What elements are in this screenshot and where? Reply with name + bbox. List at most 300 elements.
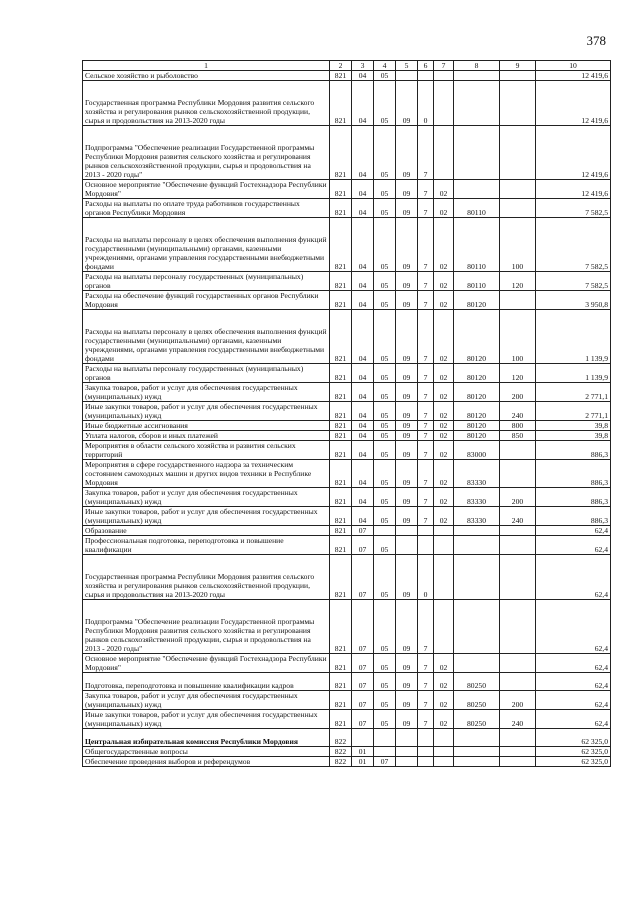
row-subprogram: 7: [418, 507, 434, 526]
row-subprogram: 7: [418, 431, 434, 441]
row-ministry-code: 821: [330, 126, 352, 180]
table-row: [83, 488, 611, 507]
row-amount: 62,4: [536, 673, 611, 691]
row-ministry-code: 821: [330, 488, 352, 507]
row-subsection: 05: [374, 126, 396, 180]
row-program: 09: [396, 507, 418, 526]
row-name: Иные закупки товаров, работ и услуг для обеспечения государственных (муниципальных) нужд: [83, 507, 330, 526]
row-section: 07: [352, 600, 374, 654]
row-main-activity: 02: [434, 310, 454, 364]
row-direction: [454, 126, 500, 180]
row-subprogram: 7: [418, 710, 434, 729]
row-amount: 3 950,8: [536, 291, 611, 310]
row-ministry-code: 821: [330, 431, 352, 441]
row-name: Сельское хозяйство и рыболовство: [83, 71, 330, 81]
row-program: 09: [396, 431, 418, 441]
row-main-activity: [434, 600, 454, 654]
row-section: 07: [352, 536, 374, 555]
row-main-activity: 02: [434, 364, 454, 383]
row-amount: 7 582,5: [536, 199, 611, 218]
row-ministry-code: 821: [330, 180, 352, 199]
row-direction: [454, 600, 500, 654]
row-main-activity: 02: [434, 691, 454, 710]
row-amount: 62,4: [536, 555, 611, 600]
row-name: Закупка товаров, работ и услуг для обеспечения государственных (муниципальных) нужд: [83, 488, 330, 507]
row-subprogram: 7: [418, 691, 434, 710]
row-program: 09: [396, 402, 418, 421]
row-program: 09: [396, 654, 418, 673]
row-subsection: 05: [374, 71, 396, 81]
row-main-activity: 02: [434, 654, 454, 673]
row-direction: [454, 729, 500, 747]
row-amount: 12 419,6: [536, 71, 611, 81]
col-header: 10: [536, 61, 611, 71]
row-section: 07: [352, 710, 374, 729]
row-main-activity: [434, 757, 454, 767]
table-row: [83, 199, 611, 218]
row-subprogram: 7: [418, 600, 434, 654]
row-section: 04: [352, 488, 374, 507]
row-subsection: 05: [374, 218, 396, 272]
row-main-activity: 02: [434, 488, 454, 507]
row-ministry-code: 821: [330, 691, 352, 710]
row-name: Государственная программа Республики Мордовия развития сельского хозяйства и регулирования рынков сельскохозяйственной продукции, сырья и продовольствия на 2013-2020 годы: [83, 555, 330, 600]
row-direction: 80250: [454, 673, 500, 691]
row-section: 04: [352, 421, 374, 431]
row-direction: 80250: [454, 691, 500, 710]
row-ministry-code: 821: [330, 673, 352, 691]
row-direction: [454, 654, 500, 673]
row-amount: 62 325,0: [536, 729, 611, 747]
row-main-activity: [434, 81, 454, 126]
row-expense-type: [500, 441, 536, 460]
row-name: Подпрограмма "Обеспечение реализации Государственной программы Республики Мордовия развития сельского хозяйства и регулирования рынков сельскохозяйственной продукции, сырья и продовольствия на 2013 - 2020 годы": [83, 600, 330, 654]
table-row: [83, 710, 611, 729]
row-subprogram: [418, 536, 434, 555]
row-amount: 12 419,6: [536, 126, 611, 180]
row-subprogram: 7: [418, 441, 434, 460]
col-header: 1: [83, 61, 330, 71]
row-amount: 39,8: [536, 431, 611, 441]
row-expense-type: 240: [500, 710, 536, 729]
row-section: 07: [352, 526, 374, 536]
row-ministry-code: 821: [330, 507, 352, 526]
row-expense-type: [500, 180, 536, 199]
row-direction: [454, 71, 500, 81]
row-name: Образование: [83, 526, 330, 536]
row-subsection: [374, 747, 396, 757]
row-direction: [454, 747, 500, 757]
row-program: 09: [396, 291, 418, 310]
row-name: Мероприятия в сфере государственного надзора за техническим состоянием самоходных машин и других видов техники в Республике Мордовия: [83, 460, 330, 488]
row-subsection: 07: [374, 757, 396, 767]
row-direction: [454, 180, 500, 199]
row-main-activity: 02: [434, 441, 454, 460]
table-row: [83, 460, 611, 488]
row-amount: 2 771,1: [536, 383, 611, 402]
row-name: Расходы на выплаты персоналу государственных (муниципальных) органов: [83, 364, 330, 383]
row-section: 07: [352, 654, 374, 673]
table-row: [83, 402, 611, 421]
row-program: [396, 757, 418, 767]
row-section: [352, 729, 374, 747]
row-subsection: 05: [374, 383, 396, 402]
row-program: 09: [396, 691, 418, 710]
row-section: 01: [352, 747, 374, 757]
row-name: Закупка товаров, работ и услуг для обеспечения государственных (муниципальных) нужд: [83, 691, 330, 710]
row-section: 04: [352, 199, 374, 218]
row-ministry-code: 822: [330, 757, 352, 767]
row-main-activity: [434, 71, 454, 81]
row-direction: [454, 757, 500, 767]
row-subprogram: 7: [418, 402, 434, 421]
row-main-activity: [434, 126, 454, 180]
row-name: Расходы на обеспечение функций государственных органов Республики Мордовия: [83, 291, 330, 310]
row-amount: 12 419,6: [536, 81, 611, 126]
table-row: [83, 673, 611, 691]
row-name: Иные закупки товаров, работ и услуг для обеспечения государственных (муниципальных) нужд: [83, 710, 330, 729]
row-amount: 62 325,0: [536, 757, 611, 767]
row-subsection: 05: [374, 536, 396, 555]
table-row: [83, 364, 611, 383]
row-section: 04: [352, 364, 374, 383]
row-main-activity: 02: [434, 507, 454, 526]
row-expense-type: [500, 81, 536, 126]
row-section: 04: [352, 402, 374, 421]
row-expense-type: 240: [500, 402, 536, 421]
row-main-activity: 02: [434, 272, 454, 291]
row-name: Общегосударственные вопросы: [83, 747, 330, 757]
row-program: 09: [396, 421, 418, 431]
row-amount: 62,4: [536, 536, 611, 555]
table-row: [83, 507, 611, 526]
row-direction: [454, 526, 500, 536]
row-subprogram: [418, 757, 434, 767]
row-amount: 39,8: [536, 421, 611, 431]
row-expense-type: 120: [500, 364, 536, 383]
row-program: 09: [396, 460, 418, 488]
table-row: [83, 526, 611, 536]
table-row: [83, 71, 611, 81]
row-main-activity: [434, 526, 454, 536]
row-ministry-code: 822: [330, 729, 352, 747]
row-expense-type: [500, 460, 536, 488]
row-direction: 80120: [454, 364, 500, 383]
row-section: 07: [352, 691, 374, 710]
row-amount: 12 419,6: [536, 180, 611, 199]
table-row: [83, 421, 611, 431]
row-name: Расходы на выплаты по оплате труда работников государственных органов Республики Мордовия: [83, 199, 330, 218]
row-subsection: 05: [374, 600, 396, 654]
row-amount: 62,4: [536, 691, 611, 710]
row-main-activity: 02: [434, 291, 454, 310]
table-row: [83, 441, 611, 460]
row-direction: [454, 536, 500, 555]
row-subsection: 05: [374, 291, 396, 310]
row-subprogram: 0: [418, 555, 434, 600]
row-direction: 80120: [454, 291, 500, 310]
row-section: 04: [352, 310, 374, 364]
row-subsection: 05: [374, 199, 396, 218]
col-header: 2: [330, 61, 352, 71]
row-main-activity: [434, 747, 454, 757]
row-ministry-code: 821: [330, 310, 352, 364]
row-direction: 83000: [454, 441, 500, 460]
row-main-activity: [434, 536, 454, 555]
row-subprogram: 7: [418, 460, 434, 488]
row-program: 09: [396, 272, 418, 291]
row-name: Подготовка, переподготовка и повышение квалификации кадров: [83, 673, 330, 691]
row-name: Государственная программа Республики Мордовия развития сельского хозяйства и регулирования рынков сельскохозяйственной продукции, сырья и продовольствия на 2013-2020 годы: [83, 81, 330, 126]
row-subprogram: 7: [418, 126, 434, 180]
row-amount: 886,3: [536, 460, 611, 488]
row-main-activity: 02: [434, 218, 454, 272]
row-expense-type: 100: [500, 218, 536, 272]
row-ministry-code: 821: [330, 81, 352, 126]
budget-table: [82, 60, 611, 767]
row-program: 09: [396, 81, 418, 126]
row-expense-type: 200: [500, 691, 536, 710]
table-row: [83, 291, 611, 310]
table-row: [83, 536, 611, 555]
table-row: [83, 729, 611, 747]
row-main-activity: 02: [434, 431, 454, 441]
row-direction: 83330: [454, 488, 500, 507]
row-name: Профессиональная подготовка, переподготовка и повышение квалификации: [83, 536, 330, 555]
row-program: 09: [396, 488, 418, 507]
table-row: [83, 180, 611, 199]
row-expense-type: [500, 673, 536, 691]
row-ministry-code: 821: [330, 536, 352, 555]
row-program: 09: [396, 555, 418, 600]
row-name: Расходы на выплаты персоналу в целях обеспечения выполнения функций государственными (муниципальными) органами, казенными учреждениями, органами управления государственными внебюджетными фондами: [83, 310, 330, 364]
row-subprogram: [418, 526, 434, 536]
row-direction: 80110: [454, 272, 500, 291]
row-main-activity: [434, 729, 454, 747]
row-subprogram: 7: [418, 199, 434, 218]
row-direction: 80120: [454, 402, 500, 421]
row-main-activity: 02: [434, 383, 454, 402]
row-section: 04: [352, 81, 374, 126]
row-program: [396, 526, 418, 536]
row-subsection: 05: [374, 710, 396, 729]
row-name: Центральная избирательная комиссия Республики Мордовия: [83, 729, 330, 747]
row-subsection: 05: [374, 488, 396, 507]
row-section: 07: [352, 673, 374, 691]
table-body: [83, 71, 611, 767]
row-section: 04: [352, 460, 374, 488]
row-program: 09: [396, 126, 418, 180]
row-direction: 80120: [454, 421, 500, 431]
row-expense-type: [500, 199, 536, 218]
row-expense-type: [500, 747, 536, 757]
row-section: 04: [352, 431, 374, 441]
table-row: [83, 272, 611, 291]
row-ministry-code: 821: [330, 526, 352, 536]
row-ministry-code: 821: [330, 383, 352, 402]
row-ministry-code: 821: [330, 555, 352, 600]
row-program: 09: [396, 673, 418, 691]
row-subsection: [374, 729, 396, 747]
col-header: 7: [434, 61, 454, 71]
row-expense-type: 240: [500, 507, 536, 526]
row-subsection: 05: [374, 310, 396, 364]
table-row: [83, 555, 611, 600]
row-section: 04: [352, 126, 374, 180]
row-expense-type: [500, 600, 536, 654]
row-amount: 62,4: [536, 710, 611, 729]
row-subprogram: 7: [418, 383, 434, 402]
row-program: 09: [396, 600, 418, 654]
row-section: 04: [352, 291, 374, 310]
row-ministry-code: 822: [330, 747, 352, 757]
row-ministry-code: 821: [330, 654, 352, 673]
row-expense-type: [500, 555, 536, 600]
row-main-activity: 02: [434, 421, 454, 431]
row-name: Расходы на выплаты персоналу государственных (муниципальных) органов: [83, 272, 330, 291]
row-name: Закупка товаров, работ и услуг для обеспечения государственных (муниципальных) нужд: [83, 383, 330, 402]
row-expense-type: 800: [500, 421, 536, 431]
row-subsection: 05: [374, 272, 396, 291]
row-amount: 62,4: [536, 600, 611, 654]
row-expense-type: 850: [500, 431, 536, 441]
row-subsection: 05: [374, 421, 396, 431]
row-amount: 2 771,1: [536, 402, 611, 421]
row-direction: 83330: [454, 507, 500, 526]
row-name: Уплата налогов, сборов и иных платежей: [83, 431, 330, 441]
row-direction: 80110: [454, 218, 500, 272]
table-row: [83, 310, 611, 364]
row-subsection: 05: [374, 673, 396, 691]
table-row: [83, 383, 611, 402]
row-direction: 80110: [454, 199, 500, 218]
table-row: [83, 757, 611, 767]
row-main-activity: 02: [434, 199, 454, 218]
row-expense-type: [500, 654, 536, 673]
row-program: 09: [396, 710, 418, 729]
row-subsection: 05: [374, 431, 396, 441]
page-number: 378: [586, 33, 606, 48]
row-subprogram: 7: [418, 272, 434, 291]
row-subprogram: 7: [418, 364, 434, 383]
row-amount: 62,4: [536, 654, 611, 673]
row-subprogram: 7: [418, 180, 434, 199]
table-row: [83, 654, 611, 673]
row-subsection: 05: [374, 555, 396, 600]
row-name: Иные бюджетные ассигнования: [83, 421, 330, 431]
row-main-activity: 02: [434, 180, 454, 199]
row-amount: 886,3: [536, 441, 611, 460]
row-ministry-code: 821: [330, 421, 352, 431]
table-header-row: [83, 61, 611, 71]
row-amount: 886,3: [536, 507, 611, 526]
row-ministry-code: 821: [330, 291, 352, 310]
row-expense-type: [500, 291, 536, 310]
row-program: 09: [396, 310, 418, 364]
row-subprogram: [418, 729, 434, 747]
row-section: 04: [352, 507, 374, 526]
table-row: [83, 600, 611, 654]
table-row: [83, 126, 611, 180]
row-section: 01: [352, 757, 374, 767]
row-section: 04: [352, 272, 374, 291]
row-program: 09: [396, 441, 418, 460]
row-direction: [454, 81, 500, 126]
row-ministry-code: 821: [330, 441, 352, 460]
table-row: [83, 747, 611, 757]
row-direction: 80120: [454, 310, 500, 364]
row-expense-type: 120: [500, 272, 536, 291]
row-main-activity: [434, 555, 454, 600]
row-direction: 80120: [454, 383, 500, 402]
row-subprogram: 7: [418, 218, 434, 272]
row-ministry-code: 821: [330, 402, 352, 421]
row-expense-type: [500, 536, 536, 555]
col-header: 4: [374, 61, 396, 71]
col-header: 6: [418, 61, 434, 71]
row-ministry-code: 821: [330, 272, 352, 291]
row-subsection: [374, 526, 396, 536]
row-ministry-code: 821: [330, 710, 352, 729]
table-row: [83, 431, 611, 441]
row-subsection: 05: [374, 364, 396, 383]
row-subsection: 05: [374, 507, 396, 526]
row-section: 04: [352, 71, 374, 81]
row-subprogram: [418, 71, 434, 81]
row-program: [396, 729, 418, 747]
row-program: 09: [396, 180, 418, 199]
row-direction: 80120: [454, 431, 500, 441]
row-name: Подпрограмма "Обеспечение реализации Государственной программы Республики Мордовия развития сельского хозяйства и регулирования рынков сельскохозяйственной продукции, сырья и продовольствия на 2013 - 2020 годы": [83, 126, 330, 180]
row-subprogram: 7: [418, 488, 434, 507]
row-amount: 7 582,5: [536, 218, 611, 272]
row-ministry-code: 821: [330, 364, 352, 383]
col-header: 3: [352, 61, 374, 71]
row-program: 09: [396, 218, 418, 272]
row-name: Обеспечение проведения выборов и референдумов: [83, 757, 330, 767]
row-section: 04: [352, 383, 374, 402]
col-header: 9: [500, 61, 536, 71]
row-amount: 7 582,5: [536, 272, 611, 291]
row-program: 09: [396, 383, 418, 402]
row-program: 09: [396, 199, 418, 218]
row-ministry-code: 821: [330, 71, 352, 81]
col-header: 8: [454, 61, 500, 71]
row-ministry-code: 821: [330, 199, 352, 218]
row-amount: 62,4: [536, 526, 611, 536]
row-section: 04: [352, 218, 374, 272]
row-main-activity: 02: [434, 460, 454, 488]
row-expense-type: [500, 71, 536, 81]
row-expense-type: 200: [500, 383, 536, 402]
row-name: Расходы на выплаты персоналу в целях обеспечения выполнения функций государственными (муниципальными) органами, казенными учреждениями, органами управления государственными внебюджетными фондами: [83, 218, 330, 272]
table-row: [83, 218, 611, 272]
row-subprogram: 7: [418, 654, 434, 673]
row-subprogram: [418, 747, 434, 757]
row-expense-type: [500, 126, 536, 180]
row-direction: [454, 555, 500, 600]
row-direction: 83330: [454, 460, 500, 488]
row-section: 04: [352, 441, 374, 460]
row-amount: 886,3: [536, 488, 611, 507]
table-row: [83, 81, 611, 126]
row-ministry-code: 821: [330, 460, 352, 488]
row-subsection: 05: [374, 402, 396, 421]
row-subprogram: 7: [418, 421, 434, 431]
row-ministry-code: 821: [330, 600, 352, 654]
row-subprogram: 7: [418, 310, 434, 364]
row-main-activity: 02: [434, 673, 454, 691]
